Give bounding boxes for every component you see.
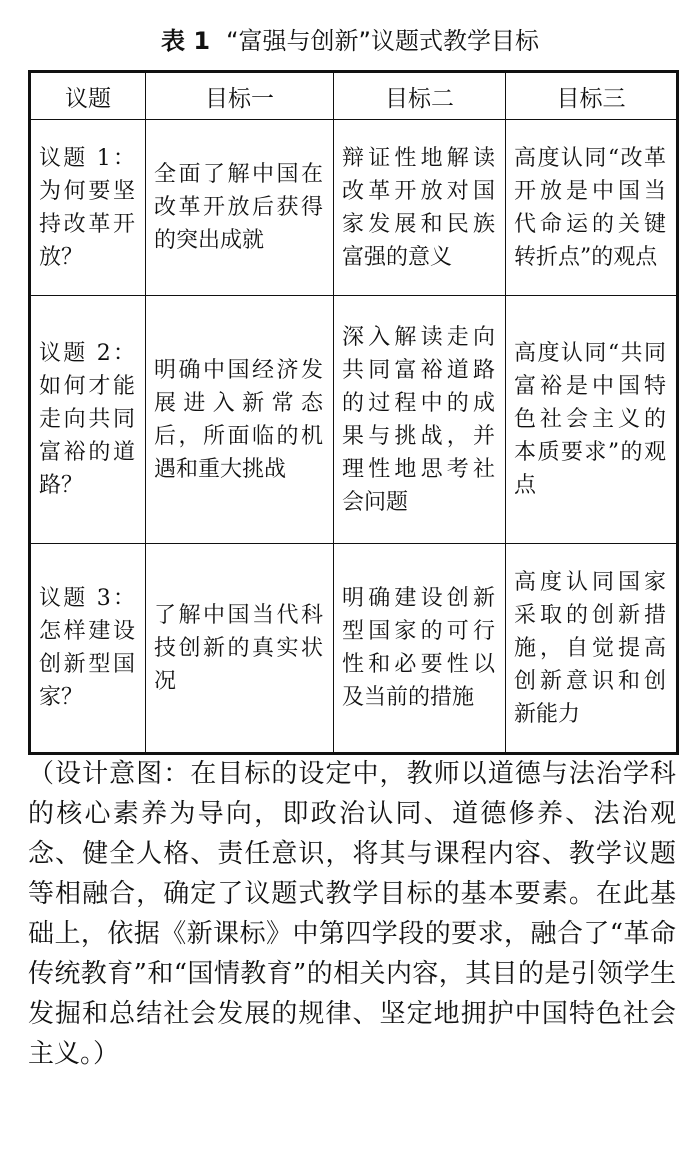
row-2-goal-3: 高度认同“共同富裕是中国特色社会主义的本质要求”的观点 [506,296,678,544]
row-3-topic: 议题 3：怎样建设创新型国家？ [30,544,146,754]
teaching-goals-table [28,70,679,755]
row-2-topic: 议题 2：如何才能走向共同富裕的道路？ [30,296,146,544]
row-2-goal-2: 深入解读走向共同富裕道路的过程中的成果与挑战，并理性地思考社会问题 [334,296,506,544]
header-goal-3: 目标三 [506,72,678,120]
row-2-goal-1: 明确中国经济发展进入新常态后，所面临的机遇和重大挑战 [146,296,334,544]
table-row [30,120,678,296]
row-1-goal-1: 全面了解中国在改革开放后获得的突出成就 [146,120,334,296]
table-title: “富强与创新”议题式教学目标 [226,27,539,55]
table-number: 表 1 [161,27,211,55]
header-goal-1: 目标一 [146,72,334,120]
table-header-row [30,72,678,120]
header-topic: 议题 [30,72,146,120]
table-row [30,296,678,544]
table-caption [0,26,700,56]
row-1-goal-3: 高度认同“改革开放是中国当代命运的关键转折点”的观点 [506,120,678,296]
design-intent-paragraph: （设计意图：在目标的设定中，教师以道德与法治学科的核心素养为导向，即政治认同、道德修养、法治观念、健全人格、责任意识，将其与课程内容、教学议题等相融合，确定了议题式教学目标的基本要素。在此基础上，依据《新课标》中第四学段的要求，融合了“革命传统教育”和“国情教育”的相关内容，其目的是引领学生发掘和总结社会发展的规律、坚定地拥护中国特色社会主义。） [28,759,676,1069]
table-row [30,544,678,754]
row-3-goal-1: 了解中国当代科技创新的真实状况 [146,544,334,754]
row-1-goal-2: 辩证性地解读改革开放对国家发展和民族富强的意义 [334,120,506,296]
header-goal-2: 目标二 [334,72,506,120]
row-3-goal-2: 明确建设创新型国家的可行性和必要性以及当前的措施 [334,544,506,754]
row-1-topic: 议题 1：为何要坚持改革开放？ [30,120,146,296]
row-3-goal-3: 高度认同国家采取的创新措施，自觉提高创新意识和创新能力 [506,544,678,754]
